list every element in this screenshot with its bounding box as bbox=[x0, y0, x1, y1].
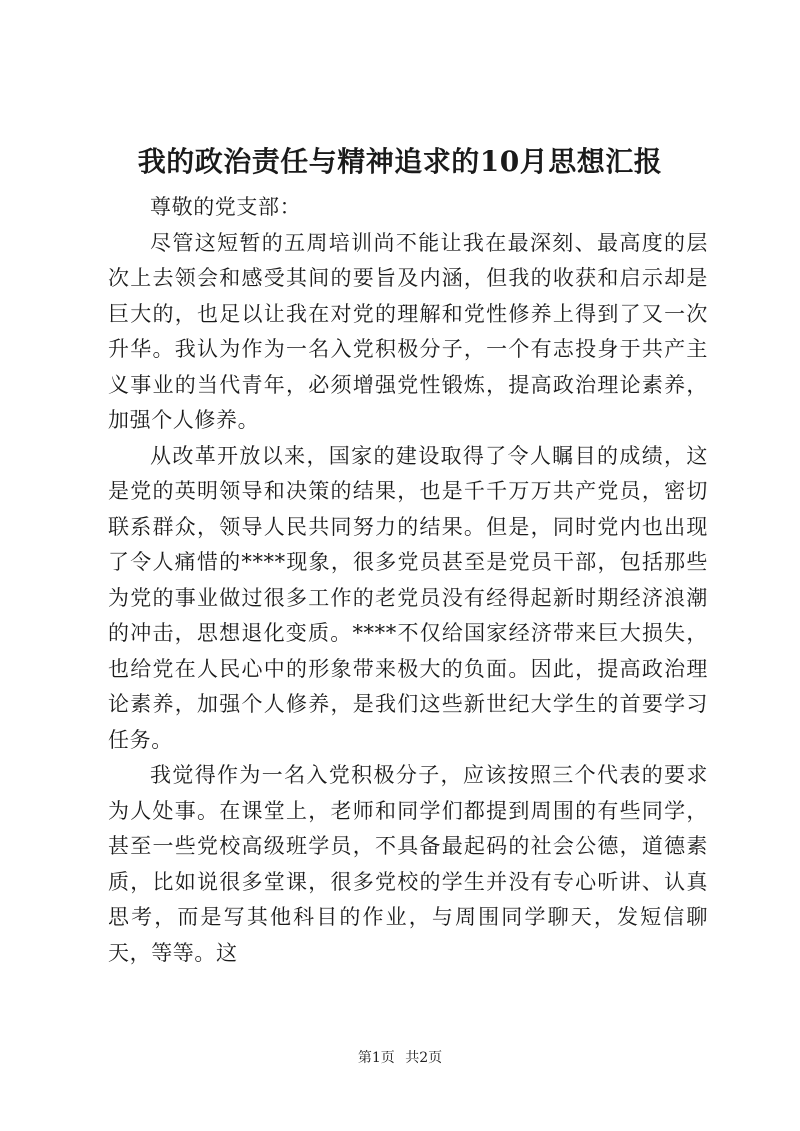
document-body bbox=[108, 190, 708, 971]
document-title: 我的政治责任与精神追求的10月思想汇报 bbox=[137, 145, 663, 178]
page-total: 共2页 bbox=[405, 1050, 443, 1066]
paragraph-3: 我觉得作为一名入党积极分子，应该按照三个代表的要求为人处事。在课堂上，老师和同学们都提到周围的有些同学，甚至一些党校高级班学员，不具备最起码的社会公德，道德素质，比如说很多堂课，很多党校的学生并没有专心听讲、认真思考，而是写其他科目的作业，与周围同学聊天，发短信聊天，等等。这 bbox=[108, 763, 708, 965]
page-footer bbox=[0, 1048, 800, 1068]
page-number: 第1页 bbox=[357, 1050, 395, 1066]
paragraph-1: 尽管这短暂的五周培训尚不能让我在最深刻、最高度的层次上去领会和感受其间的要旨及内涵，但我的收获和启示却是巨大的，也足以让我在对党的理解和党性修养上得到了又一次升华。我认为作为一名入党积极分子，一个有志投身于共产主义事业的当代青年，必须增强党性锻炼，提高政治理论素养，加强个人修养。 bbox=[108, 230, 708, 432]
salutation: 尊敬的党支部： bbox=[150, 195, 302, 219]
paragraph-2: 从改革开放以来，国家的建设取得了令人瞩目的成绩，这是党的英明领导和决策的结果，也是千千万万共产党员，密切联系群众，领导人民共同努力的结果。但是，同时党内也出现了令人痛惜的****现象，很多党员甚至是党员干部，包括那些为党的事业做过很多工作的老党员没有经得起新时期经济浪潮的冲击，思想退化变质。****不仅给国家经济带来巨大损失，也给党在人民心中的形象带来极大的负面。因此，提高政治理论素养，加强个人修养，是我们这些新世纪大学生的首要学习任务。 bbox=[108, 443, 708, 752]
